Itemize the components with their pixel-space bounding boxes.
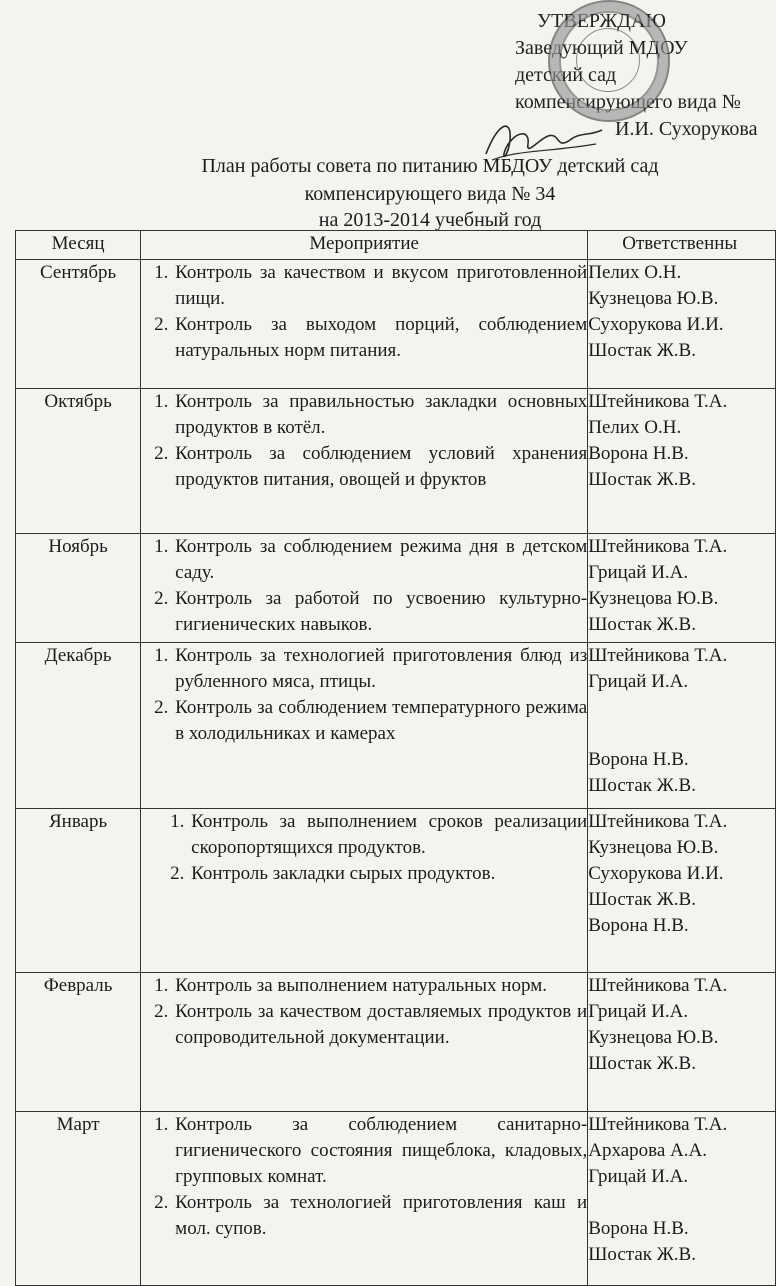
responsible-person: Кузнецова Ю.В. — [588, 288, 719, 309]
activities-cell — [141, 534, 588, 643]
responsible-spacer — [588, 695, 775, 721]
responsible-person: Ворона Н.В. — [588, 1218, 689, 1239]
title-line: компенсирующего вида № 34 — [304, 183, 556, 205]
table-header-row — [16, 231, 776, 260]
table-row — [16, 809, 776, 973]
responsible-person: Сухорукова И.И. — [588, 314, 724, 335]
approval-line: Заведующий МДОУ — [515, 37, 688, 59]
activity-item: 2. Контроль за технологией приготовления каш и мол. супов. — [173, 1190, 587, 1242]
responsible-cell — [588, 643, 776, 809]
responsible-person: Шостак Ж.В. — [588, 1053, 696, 1074]
activities-cell — [141, 260, 588, 389]
responsible-person: Кузнецова Ю.В. — [588, 837, 719, 858]
responsible-person: Грицай И.А. — [588, 1166, 689, 1187]
activity-item: 2. Контроль за выходом порций, соблюдением натуральных норм питания. — [173, 312, 587, 364]
month-cell: Сентябрь — [16, 260, 141, 389]
activity-item: 1. Контроль за правильностью закладки основных продуктов в котёл. — [173, 389, 587, 441]
table-row — [16, 260, 776, 389]
responsible-person: Штейникова Т.А. — [588, 1114, 728, 1135]
month-cell: Ноябрь — [16, 534, 141, 643]
responsible-person: Грицай И.А. — [588, 1001, 689, 1022]
activity-item: 1. Контроль за качеством и вкусом приготовленной пищи. — [173, 260, 587, 312]
approval-line: детский сад — [515, 64, 617, 86]
responsible-person: Штейникова Т.А. — [588, 536, 728, 557]
table-row — [16, 389, 776, 534]
responsible-person: Ворона Н.В. — [588, 915, 689, 936]
responsible-spacer — [588, 1190, 775, 1216]
responsible-person: Ворона Н.В. — [588, 443, 689, 464]
responsible-person: Кузнецова Ю.В. — [588, 1027, 719, 1048]
responsible-person: Шостак Ж.В. — [588, 469, 696, 490]
stamp-seal — [548, 0, 670, 122]
activities-cell — [141, 1112, 588, 1286]
responsible-person: Штейникова Т.А. — [588, 645, 728, 666]
plan-table — [15, 230, 776, 1286]
responsible-spacer — [588, 721, 775, 747]
responsible-person: Грицай И.А. — [588, 562, 689, 583]
responsible-person: Шостак Ж.В. — [588, 1244, 696, 1265]
responsible-person: Ворона Н.В. — [588, 749, 689, 770]
responsible-cell — [588, 260, 776, 389]
activity-item: 1. Контроль за технологией приготовления блюд из рубленного мяса, птицы. — [173, 643, 587, 695]
activity-item: 1. Контроль за выполнением натуральных норм. — [173, 973, 587, 999]
responsible-person: Шостак Ж.В. — [588, 340, 696, 361]
responsible-person: Пелих О.Н. — [588, 262, 682, 283]
responsible-cell — [588, 973, 776, 1112]
header-responsible: Ответственны — [588, 231, 776, 260]
table-row — [16, 973, 776, 1112]
activity-item: 2. Контроль за качеством доставляемых продуктов и сопроводительной документации. — [173, 999, 587, 1051]
responsible-cell — [588, 534, 776, 643]
responsible-person: Штейникова Т.А. — [588, 391, 728, 412]
activity-item: 1. Контроль за выполнением сроков реализации скоропортящихся продуктов. — [189, 809, 587, 861]
responsible-person: Пелих О.Н. — [588, 417, 682, 438]
activities-cell — [141, 809, 588, 973]
responsible-person: Шостак Ж.В. — [588, 889, 696, 910]
approval-line: компенсирующего вида № — [515, 91, 741, 113]
table-row — [16, 643, 776, 809]
month-cell: Февраль — [16, 973, 141, 1112]
activity-item: 1. Контроль за соблюдением санитарно-гигиенического состояния пищеблока, кладовых, групповых комнат. — [173, 1112, 587, 1190]
month-cell: Декабрь — [16, 643, 141, 809]
responsible-person: Шостак Ж.В. — [588, 775, 696, 796]
responsible-cell — [588, 389, 776, 534]
activity-item: 2. Контроль закладки сырых продуктов. — [189, 861, 587, 887]
activities-cell — [141, 389, 588, 534]
month-cell: Март — [16, 1112, 141, 1286]
activity-item: 2. Контроль за работой по усвоению культурно-гигиенических навыков. — [173, 586, 587, 638]
header-month: Месяц — [16, 231, 141, 260]
responsible-person: Сухорукова И.И. — [588, 863, 724, 884]
responsible-cell — [588, 1112, 776, 1286]
responsible-person: Штейникова Т.А. — [588, 975, 728, 996]
header-activity: Мероприятие — [141, 231, 588, 260]
activity-item: 1. Контроль за соблюдением режима дня в детском саду. — [173, 534, 587, 586]
responsible-cell — [588, 809, 776, 973]
responsible-person: Шостак Ж.В. — [588, 614, 696, 635]
activity-item: 2. Контроль за соблюдением условий хранения продуктов питания, овощей и фруктов — [173, 441, 587, 493]
month-cell: Январь — [16, 809, 141, 973]
approval-line: УТВЕРЖДАЮ — [537, 10, 666, 32]
activity-item: 2. Контроль за соблюдением температурного режима в холодильниках и камерах — [173, 695, 587, 747]
responsible-person: Кузнецова Ю.В. — [588, 588, 719, 609]
activities-cell — [141, 973, 588, 1112]
table-row — [16, 534, 776, 643]
activities-cell — [141, 643, 588, 809]
responsible-person: Штейникова Т.А. — [588, 811, 728, 832]
document-title — [0, 152, 776, 232]
title-line: План работы совета по питанию МБДОУ детский сад — [201, 155, 659, 177]
approval-line: И.И. Сухорукова — [615, 118, 758, 140]
table-row — [16, 1112, 776, 1286]
title-line: на 2013-2014 учебный год — [318, 209, 542, 231]
responsible-person: Архарова А.А. — [588, 1140, 707, 1161]
responsible-person: Грицай И.А. — [588, 671, 689, 692]
month-cell: Октябрь — [16, 389, 141, 534]
